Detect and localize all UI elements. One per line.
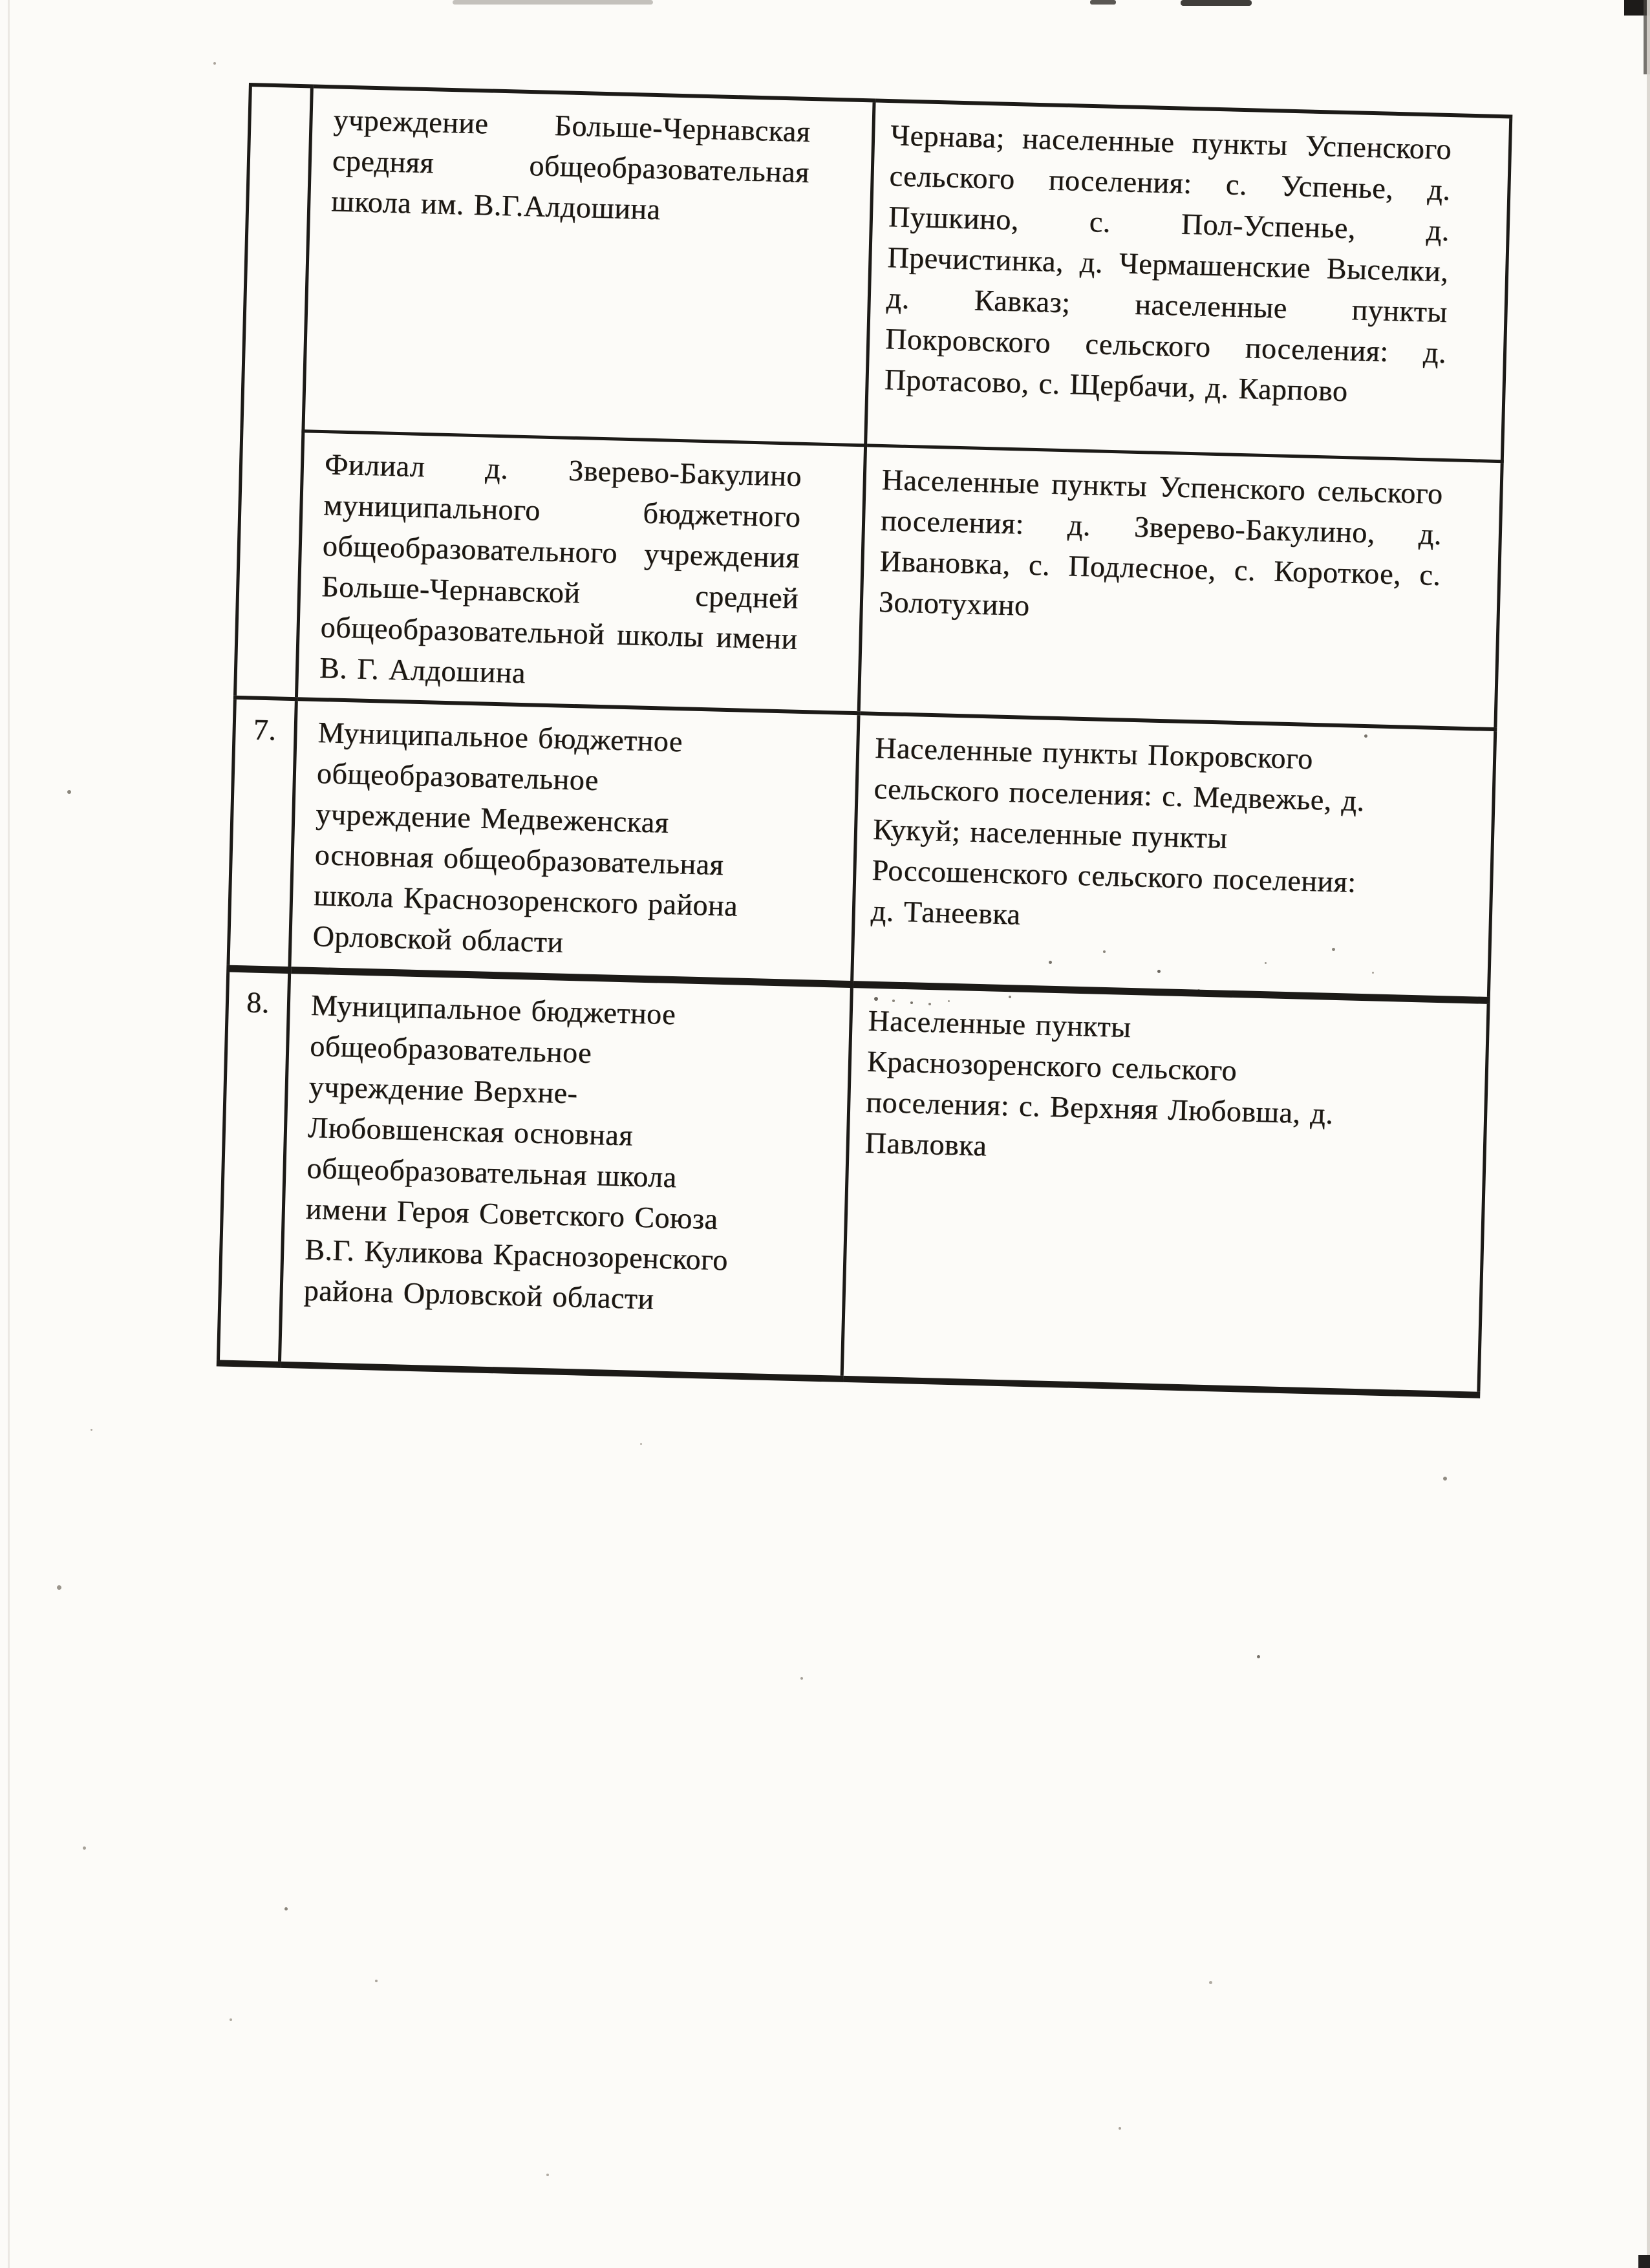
table-row xyxy=(228,698,1495,1000)
scan-smudge xyxy=(453,0,653,5)
scan-speck xyxy=(230,2018,232,2021)
table-row xyxy=(235,429,1502,729)
settlements-cell: Чернава; населенные пункты Успенского сельского поселения: с. Успенье, д. Пушкино, с. Пол-Успенье, д. Пречистинка, д. Чермашенские Выселки, д. Кавказ; населенные пункты Покровского сельского поселения: д. Протасово, с. Щербачи, д. Карпово xyxy=(866,100,1511,461)
scan-speck xyxy=(57,1585,61,1590)
scan-speck xyxy=(284,1907,288,1910)
scan-speck xyxy=(1209,1981,1212,1984)
scan-speck xyxy=(546,2174,549,2176)
schools-settlements-table xyxy=(217,83,1513,1398)
scan-speck xyxy=(213,62,216,65)
row-number-cell: 7. xyxy=(228,698,297,970)
row-number-cell: 8. xyxy=(218,968,289,1365)
school-districts-table xyxy=(217,83,1510,1398)
school-name-cell: Муниципальное бюджетное общеобразовательное учреждение Верхне- Любовшенская основная общеобразовательная школа имени Героя Советского Союза В.Г. Куликова Краснозоренского района Орловской области xyxy=(279,970,852,1379)
school-name-cell: Муниципальное бюджетное общеобразовательное учреждение Медвеженская основная общеобразовательная школа Краснозоренского района Орловской области xyxy=(290,699,859,984)
table-row xyxy=(242,85,1511,461)
scan-speck xyxy=(1443,1477,1447,1481)
scan-speck xyxy=(67,790,71,794)
school-name-cell: Филиал д. Зверево-Бакулино муниципального бюджетного общеобразовательного учреждения Больше-Чернавской средней общеобразовательной школы имени В. Г. Алдошина xyxy=(296,431,865,713)
settlements-cell: Населенные пункты Краснозоренского сельского поселения: с. Верхняя Любовша, д. Павловка xyxy=(842,984,1488,1395)
scan-smudge xyxy=(1090,0,1116,5)
scan-speck xyxy=(1257,1655,1260,1658)
scan-edge-line xyxy=(1647,0,1650,2268)
scan-speck xyxy=(375,1980,378,1982)
table-row xyxy=(218,968,1488,1395)
scan-smudge xyxy=(1638,2255,1650,2268)
school-name-cell: учреждение Больше-Чернавская средняя общеобразовательная школа им. В.Г.Алдошина xyxy=(303,86,874,445)
scan-speck xyxy=(1119,2127,1121,2130)
scan-speck xyxy=(83,1846,86,1850)
scan-speck xyxy=(800,1677,803,1680)
settlements-cell: Населенные пункты Успенского сельского поселения: д. Зверево-Бакулино, д. Ивановка, с. Подлесное, с. Короткое, с. Золотухино xyxy=(859,445,1502,729)
scan-speck xyxy=(91,1429,92,1431)
settlements-cell: Населенные пункты Покровского сельского поселения: с. Медвежье, д. Кукуй; населенные пункты Россошенского сельского поселения: д. Танеевка xyxy=(852,713,1495,1000)
scan-speck xyxy=(640,1443,642,1445)
scan-smudge xyxy=(1181,0,1252,6)
scan-edge-line xyxy=(8,0,10,2268)
